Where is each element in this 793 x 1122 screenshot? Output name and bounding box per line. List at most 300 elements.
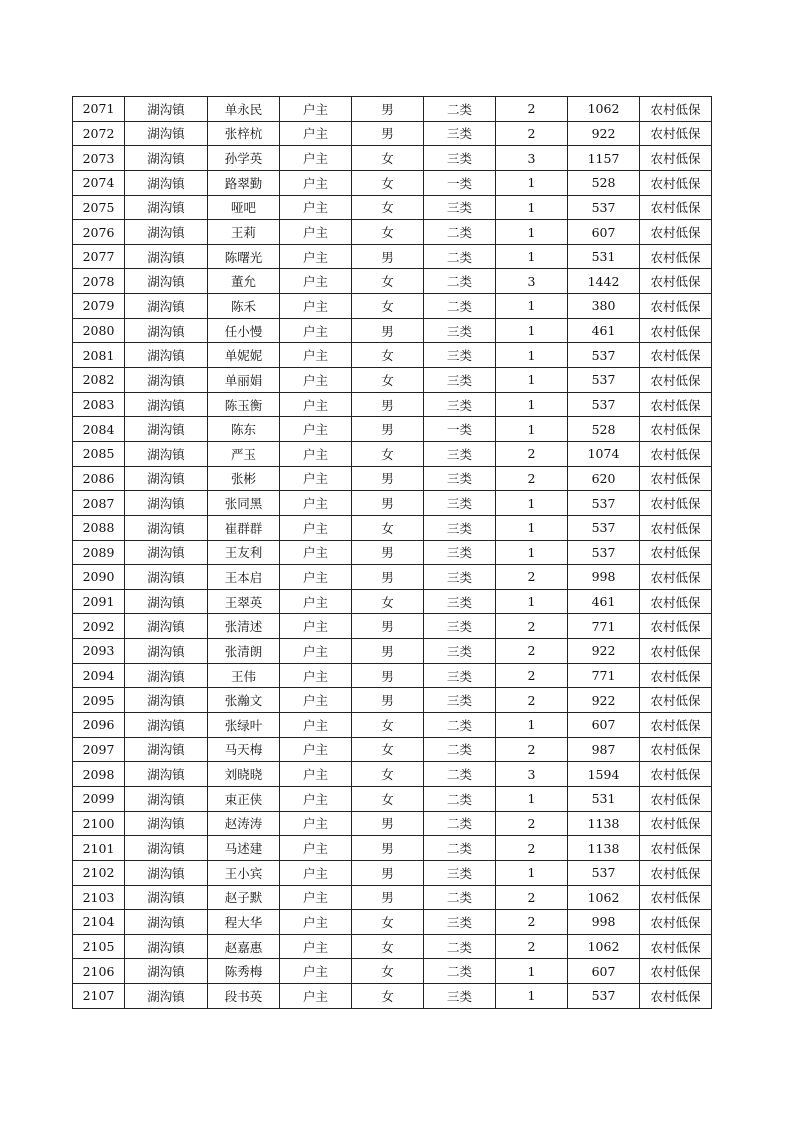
household-size-cell: 1 [496,786,568,811]
town-cell: 湖沟镇 [125,737,208,762]
table-row [73,786,712,811]
relation-cell: 户主 [280,639,352,664]
relief-type-cell: 农村低保 [640,910,712,935]
table-row [73,368,712,393]
household-size-cell: 1 [496,343,568,368]
relation-cell: 户主 [280,441,352,466]
category-cell: 三类 [424,688,496,713]
name-cell: 王小宾 [208,860,280,885]
relation-cell: 户主 [280,491,352,516]
amount-cell: 771 [568,663,640,688]
relation-cell: 户主 [280,244,352,269]
amount-cell: 1062 [568,934,640,959]
household-size-cell: 1 [496,392,568,417]
category-cell: 二类 [424,836,496,861]
name-cell: 刘晓晓 [208,762,280,787]
amount-cell: 537 [568,343,640,368]
gender-cell: 女 [352,368,424,393]
name-cell: 董允 [208,269,280,294]
relation-cell: 户主 [280,417,352,442]
amount-cell: 531 [568,244,640,269]
amount-cell: 1594 [568,762,640,787]
table-row [73,97,712,122]
town-cell: 湖沟镇 [125,441,208,466]
serial-number-cell: 2082 [73,368,125,393]
amount-cell: 537 [568,984,640,1009]
household-size-cell: 2 [496,441,568,466]
name-cell: 单永民 [208,97,280,122]
serial-number-cell: 2083 [73,392,125,417]
table-row [73,491,712,516]
document-page [72,96,711,1009]
household-size-cell: 2 [496,466,568,491]
town-cell: 湖沟镇 [125,466,208,491]
serial-number-cell: 2077 [73,244,125,269]
relation-cell: 户主 [280,614,352,639]
gender-cell: 男 [352,614,424,639]
household-size-cell: 1 [496,294,568,319]
gender-cell: 女 [352,737,424,762]
relation-cell: 户主 [280,786,352,811]
relief-type-cell: 农村低保 [640,688,712,713]
serial-number-cell: 2086 [73,466,125,491]
relief-type-cell: 农村低保 [640,786,712,811]
relief-type-cell: 农村低保 [640,195,712,220]
category-cell: 三类 [424,121,496,146]
relation-cell: 户主 [280,220,352,245]
amount-cell: 537 [568,515,640,540]
relation-cell: 户主 [280,343,352,368]
relief-type-cell: 农村低保 [640,417,712,442]
relation-cell: 户主 [280,737,352,762]
relief-type-cell: 农村低保 [640,491,712,516]
category-cell: 三类 [424,318,496,343]
household-size-cell: 1 [496,368,568,393]
gender-cell: 男 [352,885,424,910]
gender-cell: 女 [352,220,424,245]
name-cell: 马述建 [208,836,280,861]
household-size-cell: 1 [496,589,568,614]
category-cell: 二类 [424,737,496,762]
name-cell: 陈禾 [208,294,280,319]
town-cell: 湖沟镇 [125,589,208,614]
relief-type-cell: 农村低保 [640,392,712,417]
household-size-cell: 2 [496,565,568,590]
serial-number-cell: 2106 [73,959,125,984]
gender-cell: 女 [352,146,424,171]
amount-cell: 380 [568,294,640,319]
category-cell: 三类 [424,392,496,417]
gender-cell: 男 [352,688,424,713]
household-size-cell: 1 [496,515,568,540]
serial-number-cell: 2107 [73,984,125,1009]
household-size-cell: 2 [496,121,568,146]
table-row [73,959,712,984]
name-cell: 张彬 [208,466,280,491]
amount-cell: 1157 [568,146,640,171]
household-size-cell: 2 [496,934,568,959]
gender-cell: 女 [352,934,424,959]
town-cell: 湖沟镇 [125,343,208,368]
town-cell: 湖沟镇 [125,146,208,171]
serial-number-cell: 2102 [73,860,125,885]
household-size-cell: 2 [496,97,568,122]
gender-cell: 男 [352,836,424,861]
town-cell: 湖沟镇 [125,688,208,713]
category-cell: 二类 [424,713,496,738]
town-cell: 湖沟镇 [125,540,208,565]
name-cell: 单妮妮 [208,343,280,368]
category-cell: 三类 [424,663,496,688]
serial-number-cell: 2085 [73,441,125,466]
relief-type-cell: 农村低保 [640,663,712,688]
relief-type-cell: 农村低保 [640,614,712,639]
name-cell: 束正侠 [208,786,280,811]
town-cell: 湖沟镇 [125,97,208,122]
table-row [73,195,712,220]
gender-cell: 女 [352,294,424,319]
serial-number-cell: 2091 [73,589,125,614]
gender-cell: 男 [352,121,424,146]
household-size-cell: 2 [496,836,568,861]
table-row [73,811,712,836]
town-cell: 湖沟镇 [125,170,208,195]
table-row [73,737,712,762]
town-cell: 湖沟镇 [125,614,208,639]
amount-cell: 607 [568,220,640,245]
gender-cell: 女 [352,441,424,466]
table-row [73,663,712,688]
gender-cell: 女 [352,910,424,935]
amount-cell: 998 [568,565,640,590]
town-cell: 湖沟镇 [125,318,208,343]
relief-type-cell: 农村低保 [640,170,712,195]
relation-cell: 户主 [280,713,352,738]
name-cell: 哑吧 [208,195,280,220]
category-cell: 二类 [424,97,496,122]
category-cell: 一类 [424,170,496,195]
gender-cell: 女 [352,713,424,738]
category-cell: 三类 [424,368,496,393]
relief-type-cell: 农村低保 [640,589,712,614]
serial-number-cell: 2074 [73,170,125,195]
category-cell: 三类 [424,195,496,220]
gender-cell: 女 [352,269,424,294]
town-cell: 湖沟镇 [125,860,208,885]
table-row [73,639,712,664]
relation-cell: 户主 [280,885,352,910]
gender-cell: 男 [352,811,424,836]
serial-number-cell: 2081 [73,343,125,368]
serial-number-cell: 2071 [73,97,125,122]
relief-type-cell: 农村低保 [640,515,712,540]
household-size-cell: 1 [496,540,568,565]
name-cell: 王莉 [208,220,280,245]
household-size-cell: 1 [496,318,568,343]
category-cell: 二类 [424,294,496,319]
gender-cell: 女 [352,786,424,811]
amount-cell: 1442 [568,269,640,294]
amount-cell: 537 [568,860,640,885]
relation-cell: 户主 [280,663,352,688]
table-row [73,614,712,639]
name-cell: 王翠英 [208,589,280,614]
serial-number-cell: 2088 [73,515,125,540]
table-row [73,170,712,195]
town-cell: 湖沟镇 [125,910,208,935]
table-body [73,97,712,1009]
household-size-cell: 1 [496,959,568,984]
serial-number-cell: 2101 [73,836,125,861]
relief-type-cell: 农村低保 [640,639,712,664]
town-cell: 湖沟镇 [125,491,208,516]
serial-number-cell: 2105 [73,934,125,959]
category-cell: 二类 [424,762,496,787]
table-row [73,244,712,269]
relief-type-cell: 农村低保 [640,713,712,738]
serial-number-cell: 2072 [73,121,125,146]
relief-type-cell: 农村低保 [640,860,712,885]
name-cell: 严玉 [208,441,280,466]
relation-cell: 户主 [280,565,352,590]
relation-cell: 户主 [280,170,352,195]
relation-cell: 户主 [280,466,352,491]
amount-cell: 531 [568,786,640,811]
name-cell: 陈秀梅 [208,959,280,984]
gender-cell: 女 [352,170,424,195]
name-cell: 单丽娟 [208,368,280,393]
name-cell: 王本启 [208,565,280,590]
table-row [73,121,712,146]
household-size-cell: 2 [496,614,568,639]
relief-type-cell: 农村低保 [640,441,712,466]
serial-number-cell: 2100 [73,811,125,836]
town-cell: 湖沟镇 [125,269,208,294]
category-cell: 二类 [424,244,496,269]
table-row [73,318,712,343]
relation-cell: 户主 [280,146,352,171]
category-cell: 二类 [424,786,496,811]
name-cell: 任小慢 [208,318,280,343]
table-row [73,146,712,171]
table-row [73,565,712,590]
name-cell: 赵涛涛 [208,811,280,836]
serial-number-cell: 2089 [73,540,125,565]
town-cell: 湖沟镇 [125,885,208,910]
gender-cell: 男 [352,663,424,688]
gender-cell: 男 [352,639,424,664]
table-row [73,294,712,319]
table-row [73,713,712,738]
category-cell: 三类 [424,614,496,639]
table-row [73,984,712,1009]
relation-cell: 户主 [280,688,352,713]
gender-cell: 男 [352,565,424,590]
relief-type-cell: 农村低保 [640,220,712,245]
name-cell: 张清述 [208,614,280,639]
serial-number-cell: 2103 [73,885,125,910]
gender-cell: 男 [352,318,424,343]
category-cell: 二类 [424,934,496,959]
town-cell: 湖沟镇 [125,195,208,220]
town-cell: 湖沟镇 [125,713,208,738]
relief-type-cell: 农村低保 [640,294,712,319]
household-size-cell: 2 [496,737,568,762]
category-cell: 三类 [424,491,496,516]
amount-cell: 528 [568,170,640,195]
amount-cell: 1138 [568,811,640,836]
serial-number-cell: 2092 [73,614,125,639]
name-cell: 路翠勤 [208,170,280,195]
amount-cell: 1138 [568,836,640,861]
category-cell: 三类 [424,984,496,1009]
town-cell: 湖沟镇 [125,565,208,590]
relation-cell: 户主 [280,540,352,565]
amount-cell: 607 [568,959,640,984]
relief-type-cell: 农村低保 [640,121,712,146]
town-cell: 湖沟镇 [125,786,208,811]
gender-cell: 男 [352,392,424,417]
amount-cell: 537 [568,491,640,516]
table-row [73,910,712,935]
table-row [73,540,712,565]
relation-cell: 户主 [280,836,352,861]
relation-cell: 户主 [280,318,352,343]
town-cell: 湖沟镇 [125,934,208,959]
town-cell: 湖沟镇 [125,762,208,787]
relation-cell: 户主 [280,910,352,935]
town-cell: 湖沟镇 [125,368,208,393]
relation-cell: 户主 [280,368,352,393]
table-row [73,392,712,417]
amount-cell: 1062 [568,97,640,122]
category-cell: 三类 [424,589,496,614]
name-cell: 程大华 [208,910,280,935]
relief-recipient-table [72,96,712,1009]
amount-cell: 1074 [568,441,640,466]
name-cell: 段书英 [208,984,280,1009]
name-cell: 张清朗 [208,639,280,664]
town-cell: 湖沟镇 [125,244,208,269]
town-cell: 湖沟镇 [125,811,208,836]
relief-type-cell: 农村低保 [640,959,712,984]
household-size-cell: 1 [496,417,568,442]
table-row [73,836,712,861]
serial-number-cell: 2098 [73,762,125,787]
relation-cell: 户主 [280,959,352,984]
name-cell: 王友利 [208,540,280,565]
name-cell: 赵嘉惠 [208,934,280,959]
household-size-cell: 1 [496,195,568,220]
name-cell: 张梓杭 [208,121,280,146]
table-row [73,860,712,885]
relief-type-cell: 农村低保 [640,934,712,959]
category-cell: 一类 [424,417,496,442]
household-size-cell: 2 [496,688,568,713]
household-size-cell: 2 [496,885,568,910]
serial-number-cell: 2095 [73,688,125,713]
serial-number-cell: 2093 [73,639,125,664]
table-row [73,934,712,959]
gender-cell: 男 [352,244,424,269]
relief-type-cell: 农村低保 [640,343,712,368]
household-size-cell: 1 [496,170,568,195]
relation-cell: 户主 [280,515,352,540]
relief-type-cell: 农村低保 [640,762,712,787]
town-cell: 湖沟镇 [125,515,208,540]
relation-cell: 户主 [280,269,352,294]
relation-cell: 户主 [280,392,352,417]
household-size-cell: 1 [496,860,568,885]
town-cell: 湖沟镇 [125,959,208,984]
relation-cell: 户主 [280,121,352,146]
relief-type-cell: 农村低保 [640,368,712,393]
household-size-cell: 2 [496,639,568,664]
gender-cell: 女 [352,343,424,368]
category-cell: 三类 [424,441,496,466]
serial-number-cell: 2080 [73,318,125,343]
name-cell: 陈曙光 [208,244,280,269]
category-cell: 三类 [424,515,496,540]
relation-cell: 户主 [280,860,352,885]
serial-number-cell: 2084 [73,417,125,442]
category-cell: 二类 [424,811,496,836]
relation-cell: 户主 [280,811,352,836]
serial-number-cell: 2073 [73,146,125,171]
amount-cell: 537 [568,368,640,393]
household-size-cell: 3 [496,146,568,171]
serial-number-cell: 2099 [73,786,125,811]
gender-cell: 男 [352,97,424,122]
relation-cell: 户主 [280,984,352,1009]
town-cell: 湖沟镇 [125,663,208,688]
relief-type-cell: 农村低保 [640,984,712,1009]
relief-type-cell: 农村低保 [640,97,712,122]
category-cell: 三类 [424,466,496,491]
gender-cell: 女 [352,762,424,787]
serial-number-cell: 2097 [73,737,125,762]
relief-type-cell: 农村低保 [640,244,712,269]
serial-number-cell: 2076 [73,220,125,245]
gender-cell: 男 [352,491,424,516]
serial-number-cell: 2094 [73,663,125,688]
category-cell: 三类 [424,146,496,171]
name-cell: 王伟 [208,663,280,688]
name-cell: 陈东 [208,417,280,442]
amount-cell: 537 [568,195,640,220]
relief-type-cell: 农村低保 [640,146,712,171]
serial-number-cell: 2087 [73,491,125,516]
gender-cell: 男 [352,417,424,442]
table-row [73,688,712,713]
household-size-cell: 1 [496,713,568,738]
table-row [73,515,712,540]
amount-cell: 620 [568,466,640,491]
relief-type-cell: 农村低保 [640,269,712,294]
relief-type-cell: 农村低保 [640,565,712,590]
amount-cell: 537 [568,540,640,565]
amount-cell: 537 [568,392,640,417]
table-row [73,885,712,910]
town-cell: 湖沟镇 [125,294,208,319]
town-cell: 湖沟镇 [125,392,208,417]
gender-cell: 男 [352,466,424,491]
amount-cell: 922 [568,639,640,664]
relief-type-cell: 农村低保 [640,811,712,836]
household-size-cell: 1 [496,491,568,516]
name-cell: 陈玉衡 [208,392,280,417]
amount-cell: 461 [568,589,640,614]
